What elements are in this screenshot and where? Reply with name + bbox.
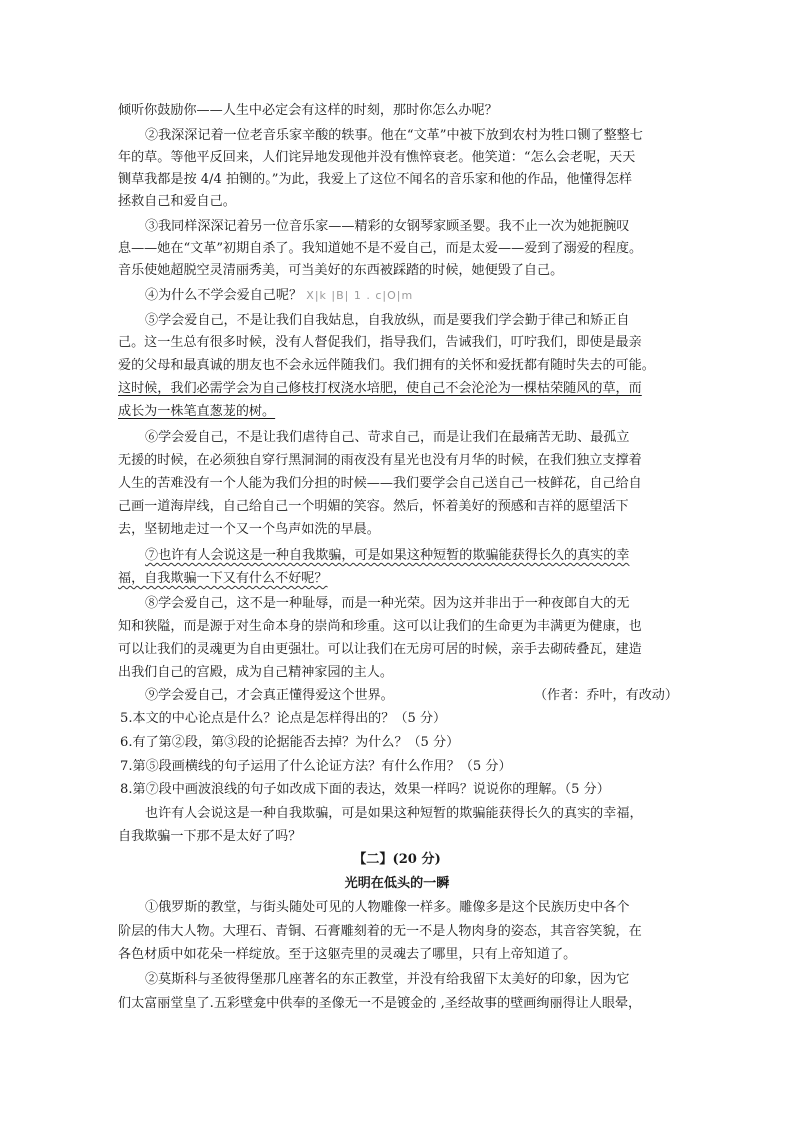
paragraph-6-line: 人生的苦难没有一个人能为我们分担的时候——我们要学会自己送自己一枝鲜花，自己给自 bbox=[118, 476, 642, 491]
underlined-sentence: 这时候，我们必需学会为自己修枝打杈浇水培肥，使自己不会沦沦为一棵枯荣随风的草，而 bbox=[118, 381, 642, 396]
article-2-paragraph-1-line: 各色材质中如花朵一样绽放。至于这躯壳里的灵魂去了哪里，只有上帝知道了。 bbox=[118, 947, 577, 962]
paragraph-3-line: 息——她在“文革”初期自杀了。我知道她不是不爱自己，而是太爱——爱到了溺爱的程度。 bbox=[118, 241, 643, 256]
paragraph-8-line: ⑧学会爱自己，这不是一种耻辱，而是一种光荣。因为这并非出于一种夜郎自大的无 bbox=[145, 596, 630, 611]
paragraph-9-line bbox=[145, 686, 678, 705]
paragraph-5-underlined-line bbox=[118, 402, 678, 421]
question-8-alternative: 也许有人会说这是一种自我欺骗，可是如果这种短暂的欺骗能获得长久的真实的幸福， bbox=[145, 806, 643, 821]
paragraph-6-line: ⑥学会爱自己，不是让我们虐待自己、苛求自己，而是让我们在最痛苦无助、最孤立 bbox=[145, 430, 630, 445]
article-title: 光明在低头的一瞬 bbox=[344, 876, 450, 891]
paragraph-4-text: ④为什么不学会爱自己呢？ bbox=[145, 288, 303, 303]
paragraph-3-line: ③我同样深深记着另一位音乐家——精彩的女钢琴家顾圣婴。我不止一次为她扼腕叹 bbox=[145, 219, 630, 234]
paragraph-7-wavy-line bbox=[145, 546, 678, 565]
paragraph-1-line: 倾听你鼓励你——人生中必定会有这样的时刻，那时你怎么办呢？ bbox=[118, 103, 498, 118]
paragraph-6-line: 去，坚韧地走过一个又一个鸟声如洗的早晨。 bbox=[118, 522, 380, 537]
article-2-paragraph-2-line: ②莫斯科与圣彼得堡那几座著名的东正教堂，并没有给我留下太美好的印象，因为它 bbox=[145, 972, 630, 987]
question-6: 6.有了第②段，第③段的论据能否去掉？为什么？（5 分） bbox=[120, 735, 460, 750]
article-2-paragraph-2-line: 们太富丽堂皇了.五彩壁龛中供奉的圣像无一不是镀金的 ,圣经故事的壁画绚丽得让人眼晕， bbox=[118, 996, 642, 1011]
paragraph-5-line: 己。这一生总有很多时候，没有人督促我们，指导我们，告诫我们，叮咛我们，即使是最亲 bbox=[118, 335, 642, 350]
paragraph-8-line: 可以让我们的灵魂更为自由更强壮。可以让我们在无房可居的时候，亲手去砌砖叠瓦，建造 bbox=[118, 642, 642, 657]
paragraph-6-line: 无援的时候，在必须独自穿行黑洞洞的雨夜没有星光也没有月华的时候，在我们独立支撑着 bbox=[118, 453, 642, 468]
question-7: 7.第⑤段画横线的句子运用了什么论证方法？有什么作用？（5 分） bbox=[120, 759, 512, 774]
question-8-alternative: 自我欺骗一下那不是太好了吗？ bbox=[118, 829, 302, 844]
paragraph-2-line: 铡草我都是按 4/4 拍铡的。”为此，我爱上了这位不闻名的音乐家和他的作品，他懂得怎样 bbox=[118, 172, 633, 187]
paragraph-8-line: 知和狭隘，而是源于对生命本身的崇尚和珍重。这可以让我们的生命更为丰满更为健康，也 bbox=[118, 619, 642, 634]
paragraph-6-line: 己画一道海岸线，自己给自己一个明媚的笑容。然后，怀着美好的预感和吉祥的愿望活下 bbox=[118, 499, 629, 514]
paragraph-2-line: ②我深深记着一位老音乐家辛酸的轶事。他在“文革”中被下放到农村为牲口铡了整整七 bbox=[145, 128, 643, 143]
paragraph-4-line bbox=[145, 286, 678, 305]
article-2-paragraph-1-line: 阶层的伟大人物。大理石、青铜、石膏雕刻着的无一不是人物肉身的姿态，其音容笑貌，在 bbox=[118, 924, 642, 939]
watermark-text: X|k |B| 1 . c|O|m bbox=[306, 289, 414, 302]
question-8: 8.第⑦段中画波浪线的句子如改成下面的表达，效果一样吗？说说你的理解。（5 分） bbox=[120, 782, 610, 797]
question-5: 5.本文的中心论点是什么？论点是怎样得出的？（5 分） bbox=[120, 711, 447, 726]
wavy-underlined-sentence: ⑦也许有人会说这是一种自我欺骗，可是如果这种短暂的欺骗能获得长久的真实的幸 bbox=[145, 548, 630, 563]
author-note: （作者：乔叶，有改动） bbox=[533, 688, 678, 703]
paragraph-2-line: 年的草。等他平反回来，人们诧异地发现他并没有憔悴衰老。他笑道：“怎么会老呢，天天 bbox=[118, 150, 636, 165]
wavy-underlined-sentence: 福，自我欺骗一下又有什么不好呢？ bbox=[118, 571, 328, 586]
paragraph-9-text: ⑨学会爱自己，才会真正懂得爱这个世界。 bbox=[145, 688, 394, 703]
paragraph-5-line: ⑤学会爱自己，不是让我们自我姑息，自我放纵，而是要我们学会勤于律己和矫正自 bbox=[145, 313, 630, 328]
paragraph-5-line: 爱的父母和最真诚的朋友也不会永远伴随我们。我们拥有的关怀和爱抚都有随时失去的可能。 bbox=[118, 358, 655, 373]
article-2-paragraph-1-line: ①俄罗斯的教堂，与街头随处可见的人物雕像一样多。雕像多是这个民族历史中各个 bbox=[145, 900, 630, 915]
paragraph-8-line: 出我们自己的宫殿，成为自己精神家园的主人。 bbox=[118, 665, 393, 680]
paragraph-2-line: 拯救自己和爱自己。 bbox=[118, 194, 236, 209]
underlined-sentence: 成长为一株笔直葱茏的树。 bbox=[118, 404, 276, 419]
paragraph-5-underlined-line bbox=[118, 379, 678, 398]
paragraph-7-wavy-line bbox=[118, 569, 678, 588]
paragraph-3-line: 音乐使她超脱空灵清丽秀美，可当美好的东西被踩踏的时候，她便毁了自己。 bbox=[118, 263, 564, 278]
section-heading: 【二】(20 分) bbox=[353, 852, 441, 867]
